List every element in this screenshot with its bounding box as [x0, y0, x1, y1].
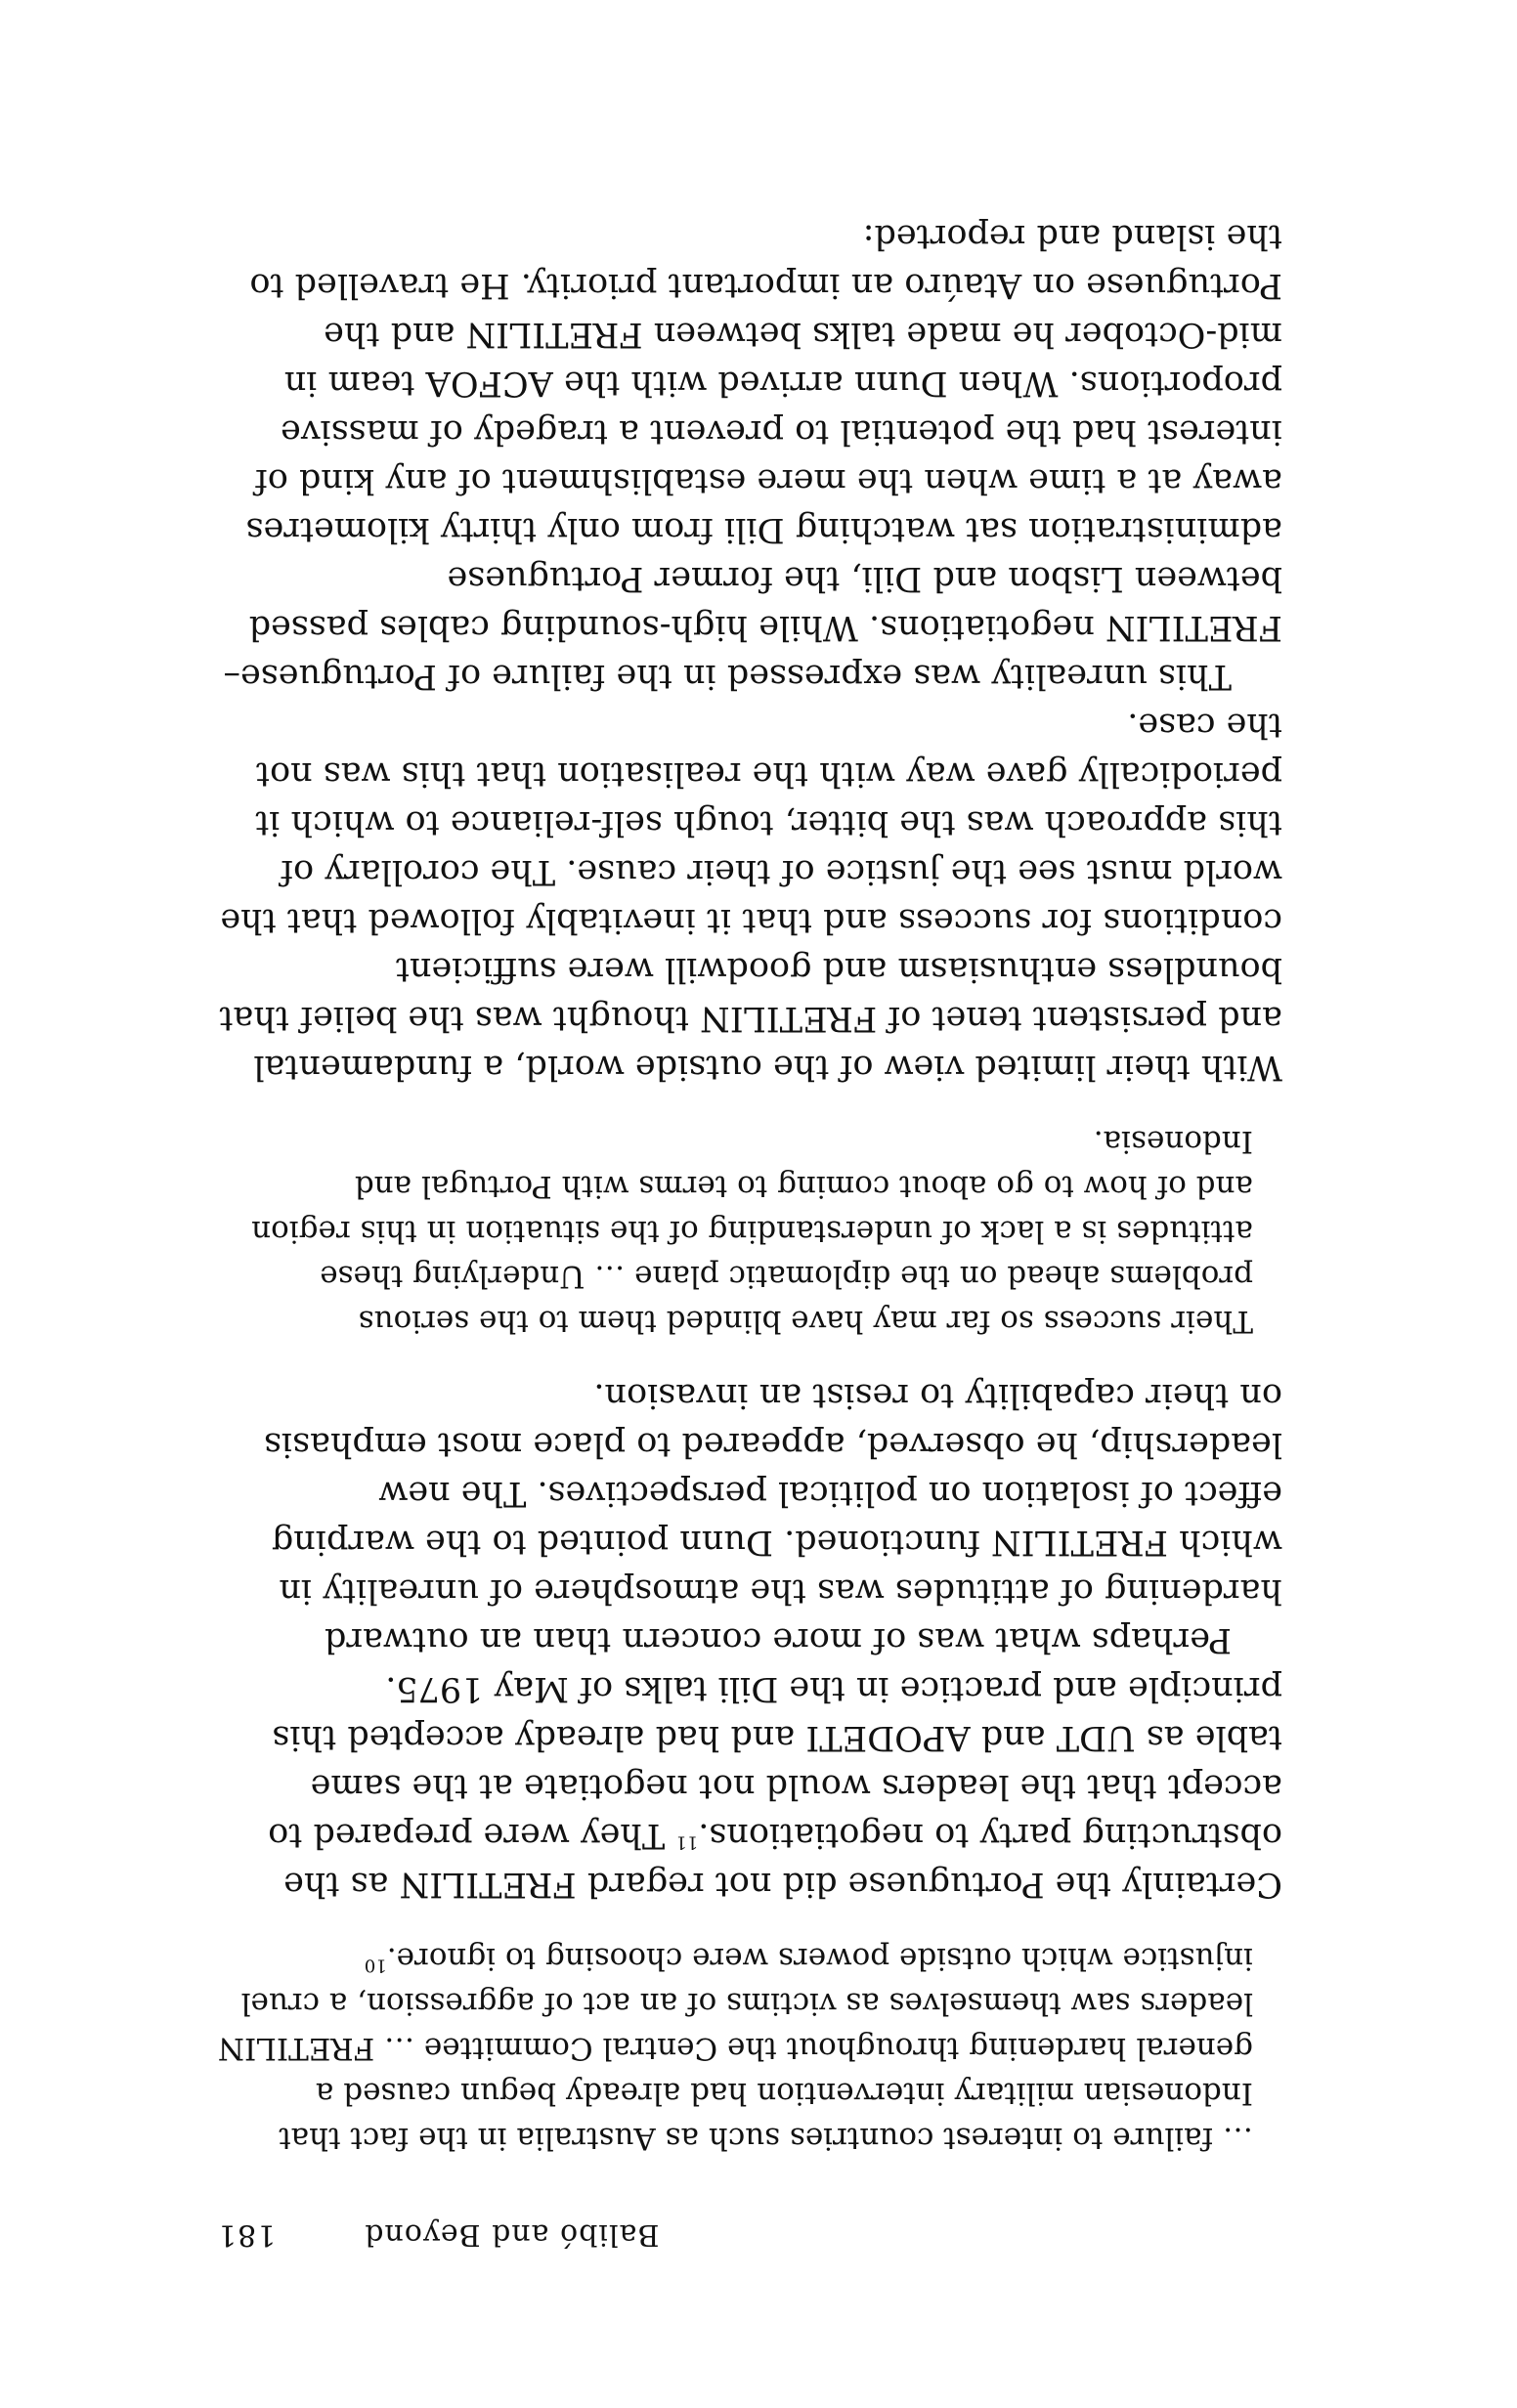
block-quote-1 — [217, 1936, 1282, 2161]
page-content — [217, 212, 1282, 2252]
block-quote-2-text: Their success so far may have blinded them to the serious problems ahead on the diplomatic plane … Underlying these attitudes is a lack of understanding of the situation in this region and of how to go about coming to terms with Portugal and Indonesia. — [251, 1124, 1253, 1339]
footnote-ref-11: 11 — [675, 1831, 699, 1853]
paragraph-1-text-b: They were prepared to accept that the leaders would not negotiate at the same table as UDT and APODETI and had already accepted this principle and practice in the Dili talks of May 1975. — [268, 1669, 1282, 1855]
footnote-ref-10: 10 — [364, 1955, 387, 1976]
paragraph-1-text-a: Certainly the Portuguese did not regard FRETILIN as the obstructing party to negotiations. — [283, 1816, 1282, 1904]
block-quote-2 — [217, 1119, 1282, 1344]
paragraph-2 — [217, 1371, 1282, 1664]
paragraph-1 — [217, 1664, 1282, 1909]
block-quote-1-text: … failure to interest countries such as Australia in the fact that Indonesian military intervention had already begun caused a general hardening throughout the Central Committee … FRETILIN leaders saw themselves as victims of an act of aggression, a cruel injustice which outside powers were choosing to ignore. — [217, 1941, 1253, 2156]
paragraph-4-text: This unreality was expressed in the failure of Portuguese–FRETILIN negotiations. While high-sounding cables passed between Lisbon and Dili, the former Portuguese administration sat watching Dili from only thirty kilometres away at a time when the mere establishment of any kind of interest had the potential to prevent a tragedy of massive proportions. When Dunn arrived with the ACFOA team in mid-October he made talks between FRETILIN and the Portuguese on Ataúro an important priority. He travelled to the island and reported: — [223, 217, 1282, 696]
running-header — [217, 2217, 1282, 2252]
page-number: 181 — [217, 2217, 277, 2252]
running-title: Balibó and Beyond — [364, 2217, 660, 2252]
paragraph-4 — [217, 212, 1282, 701]
paragraph-3-text: With their limited view of the outside world, a fundamental and persistent tenet of FRETILIN thought was the belief that boundless enthusiasm and goodwill were sufficient conditions for success and that it inevitably followed that the world must see the justice of their cause. The corollary of this approach was the bitter, tough self-reliance to which it periodically gave way with the realisation that this was not the case. — [219, 706, 1282, 1087]
spacer — [217, 1344, 1282, 1371]
paragraph-3 — [217, 701, 1282, 1092]
paragraph-2-text: Perhaps what was of more concern than an outward hardening of attitudes was the atmosphere of unreality in which FRETILIN functioned. Dunn pointed to the warping effect of isolation on political perspectives. The new leadership, he observed, appeared to place most emphasis on their capability to resist an invasion. — [263, 1376, 1282, 1659]
